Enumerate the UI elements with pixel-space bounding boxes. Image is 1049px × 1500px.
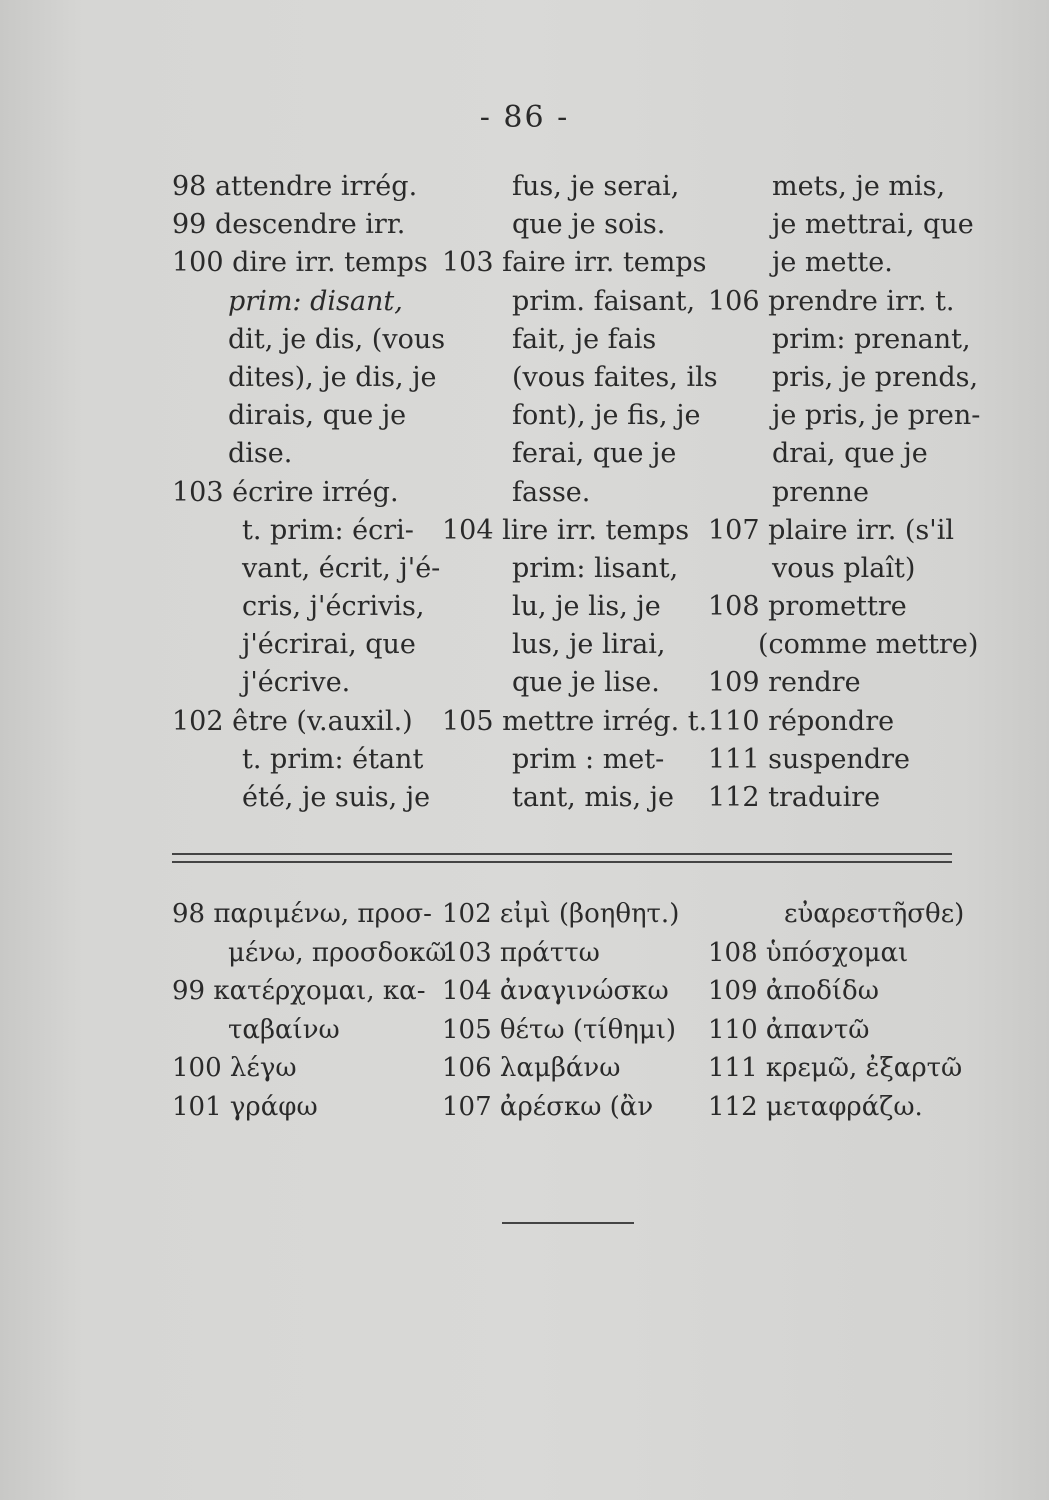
text-line: 111 κρεμῶ, ἐξαρτῶ — [708, 1053, 963, 1083]
page-number: - 86 - — [479, 100, 570, 135]
text-line: prenne — [772, 476, 869, 508]
text-line: 103 faire irr. temps — [442, 247, 707, 279]
text-line: 102 être (v.auxil.) — [172, 705, 413, 737]
text-line: fasse. — [512, 476, 591, 508]
text-line: 104 ἀναγινώσκω — [442, 976, 669, 1006]
text-line: que je lise. — [512, 667, 660, 699]
text-line: 109 ἀποδίδω — [708, 976, 879, 1006]
text-line: 105 mettre irrég. t. — [442, 705, 708, 737]
text-line: prim: disant, — [228, 285, 403, 317]
text-line: cris, j'écrivis, — [242, 591, 425, 623]
greek-column-3 — [708, 895, 964, 1126]
text-line: 103 écrire irrég. — [172, 476, 399, 508]
section-divider — [172, 853, 952, 863]
text-line: je pris, je pren- — [772, 400, 981, 432]
text-line: t. prim: écri- — [242, 514, 414, 546]
text-line: été, je suis, je — [242, 782, 431, 813]
text-line: drai, que je — [772, 438, 928, 470]
text-line: ταβαίνω — [228, 1014, 340, 1045]
text-line: dise. — [228, 438, 293, 470]
text-line: fait, je fais — [512, 323, 657, 355]
text-line: 105 θέτω (τίθημι) — [442, 1014, 677, 1045]
text-line: 104 lire irr. temps — [442, 514, 690, 546]
text-line: 100 dire irr. temps — [172, 247, 428, 279]
text-line: dit, je dis, (vous — [228, 323, 446, 355]
text-line: lu, je lis, je — [512, 591, 661, 623]
text-line: 110 répondre — [708, 705, 895, 737]
text-line: 108 promettre — [708, 591, 907, 623]
greek-column-2 — [442, 895, 679, 1126]
text-line: 100 λέγω — [172, 1053, 297, 1083]
end-rule — [502, 1222, 634, 1224]
text-line: εὐαρεστῆσθε) — [784, 899, 965, 929]
french-column-1 — [172, 168, 445, 817]
text-line: 107 plaire irr. (s'il — [708, 514, 954, 546]
text-line: 99 descendre irr. — [172, 209, 406, 241]
text-line: dirais, que je — [228, 400, 407, 432]
text-line: que je sois. — [512, 209, 666, 241]
text-line: j'écrive. — [242, 667, 351, 699]
text-line: vant, écrit, j'é- — [242, 552, 441, 584]
text-line: 106 λαμβάνω — [442, 1053, 621, 1083]
text-line: ferai, que je — [512, 438, 677, 470]
text-line: mets, je mis, — [772, 171, 946, 202]
text-line: 99 κατέρχομαι, κα- — [172, 976, 426, 1006]
text-line: 110 ἀπαντῶ — [708, 1014, 870, 1045]
text-line: prim. faisant, — [512, 285, 696, 317]
text-line: prim: prenant, — [772, 323, 971, 355]
text-line: dites), je dis, je — [228, 361, 437, 393]
text-line: 106 prendre irr. t. — [708, 285, 955, 317]
text-line: fus, je serai, — [512, 171, 680, 202]
text-line: (vous faites, ils — [512, 361, 718, 393]
text-line: 102 εἰμὶ (βοηθητ.) — [442, 899, 680, 929]
text-line: pris, je prends, — [772, 361, 979, 393]
text-line: (comme mettre) — [758, 629, 979, 661]
text-line: 108 ὑπόσχομαι — [708, 937, 909, 968]
text-line: 101 γράφω — [172, 1091, 318, 1122]
greek-column-1 — [172, 895, 446, 1126]
text-line: je mette. — [772, 247, 893, 279]
text-line: t. prim: étant — [242, 743, 424, 775]
french-column-3 — [708, 168, 980, 817]
text-line: je mettrai, que — [772, 209, 974, 241]
text-line: 98 attendre irrég. — [172, 171, 418, 202]
text-line: 103 πράττω — [442, 937, 600, 968]
text-line: 107 ἀρέσκω (ἂν — [442, 1091, 654, 1122]
text-line: 111 suspendre — [708, 743, 911, 775]
text-line: prim : met- — [512, 743, 665, 775]
french-column-2 — [442, 168, 718, 817]
text-line: 109 rendre — [708, 667, 861, 699]
text-line: lus, je lirai, — [512, 629, 666, 661]
text-line: 98 παριμένω, προσ- — [172, 899, 432, 929]
text-line: prim: lisant, — [512, 552, 679, 584]
text-line: vous plaît) — [772, 552, 916, 584]
text-line: 112 μεταφράζω. — [708, 1091, 923, 1122]
text-line: font), je fis, je — [512, 400, 701, 432]
text-line: μένω, προσδοκῶ — [228, 937, 447, 968]
text-line: j'écrirai, que — [242, 629, 416, 661]
text-line: tant, mis, je — [512, 782, 674, 813]
text-line: 112 traduire — [708, 782, 881, 813]
